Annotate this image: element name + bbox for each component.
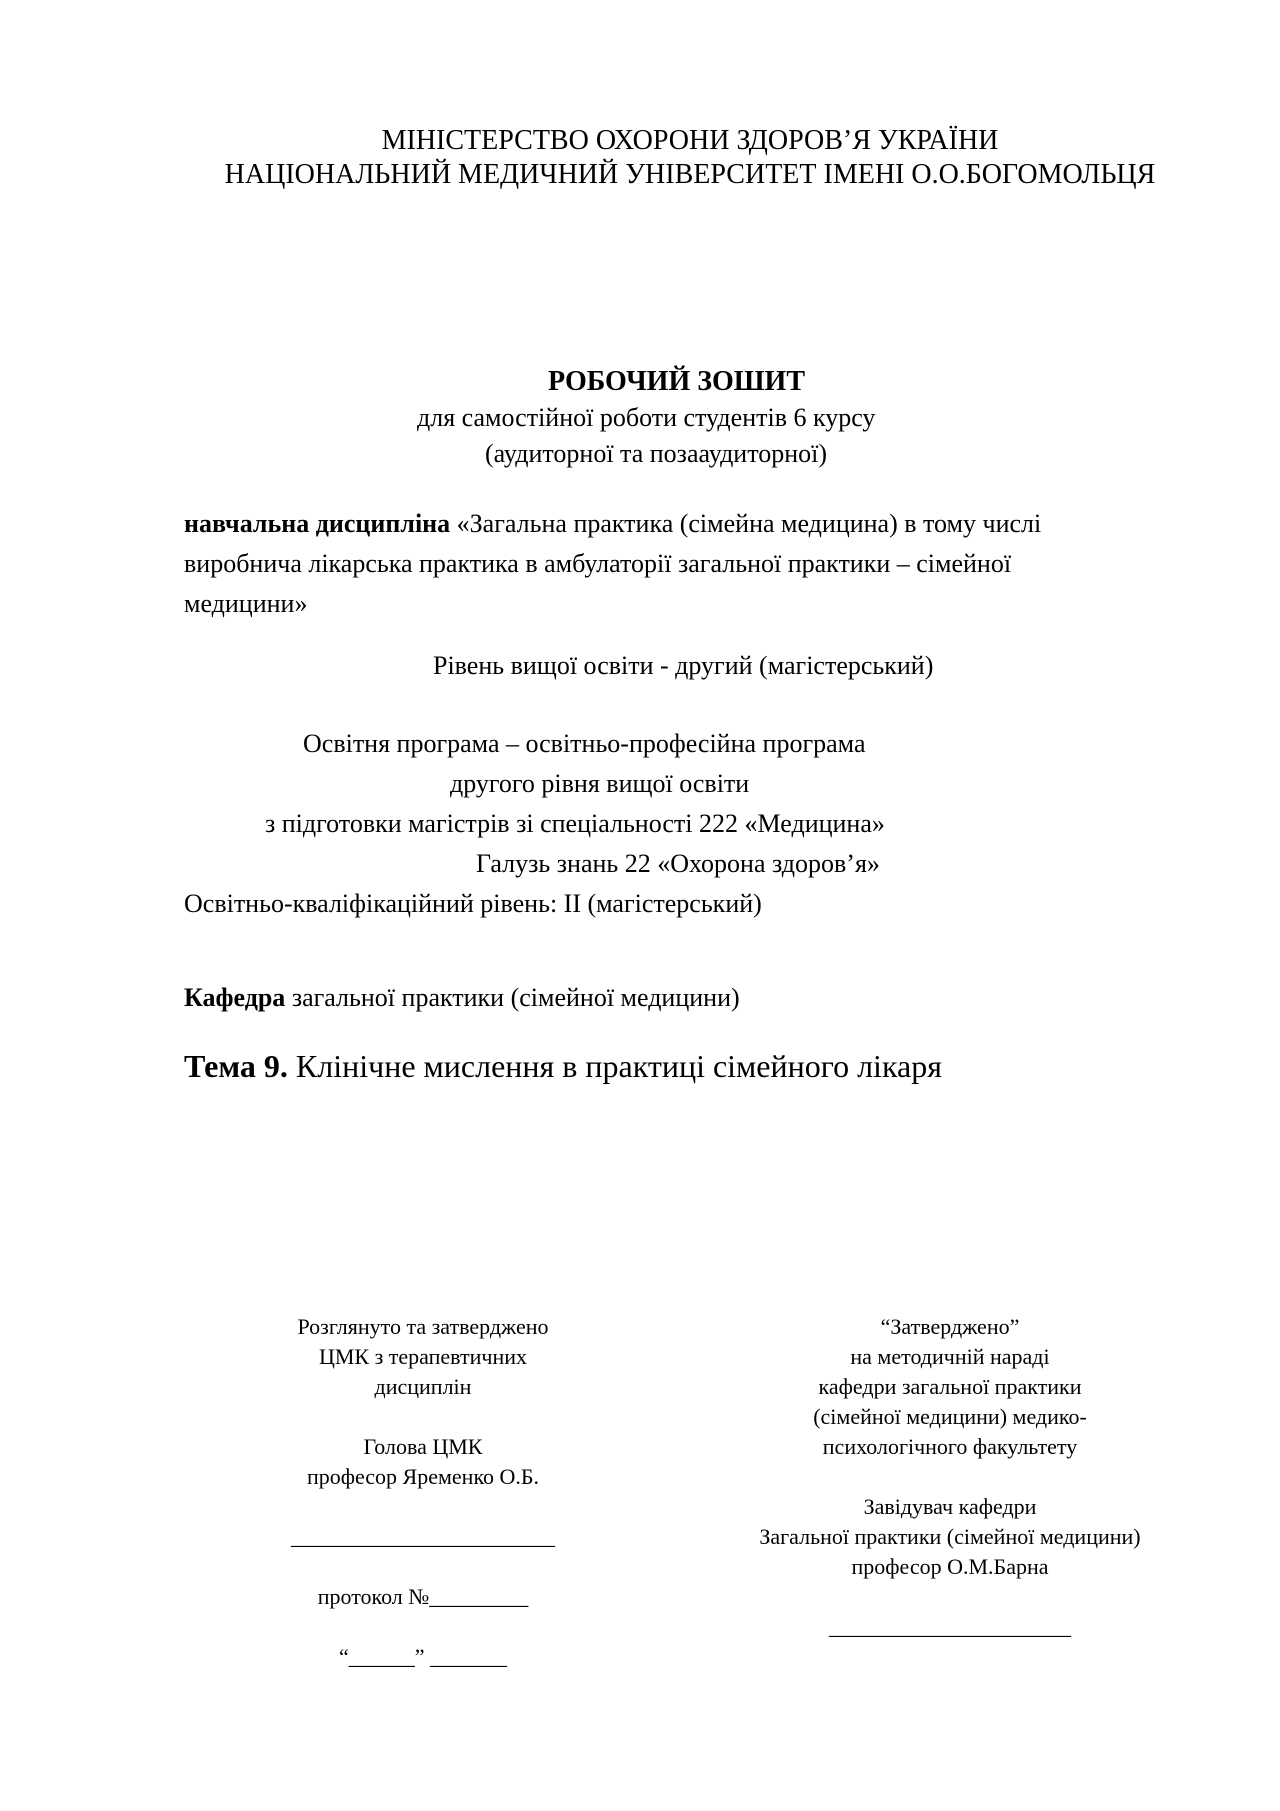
program-line2: другого рівня вищої освіти	[450, 769, 750, 798]
department-approval-block	[690, 1312, 1210, 1642]
university-name: НАЦІОНАЛЬНИЙ МЕДИЧНИЙ УНІВЕРСИТЕТ ІМЕНІ О.О.БОГОМОЛЬЦЯ	[224, 159, 1156, 190]
department-name: загальної практики (сімейної медицини)	[285, 983, 740, 1012]
protocol-date: “______” _______	[338, 1644, 508, 1669]
cmk-head-name: професор Яременко О.Б.	[306, 1464, 540, 1489]
protocol-number: протокол №_________	[317, 1584, 529, 1609]
workbook-title: РОБОЧИЙ ЗОШИТ	[548, 366, 805, 397]
education-level: Рівень вищої освіти - другий (магістерський)	[433, 651, 934, 680]
cmk-line1: Розглянуто та затверджено	[297, 1314, 549, 1339]
discipline-label: навчальна дисципліна	[184, 509, 451, 538]
program-line4: Галузь знань 22 «Охорона здоров’я»	[476, 849, 880, 878]
approval-line5: психологічного факультету	[822, 1434, 1078, 1459]
cmk-approval-block	[218, 1312, 628, 1672]
workbook-subtitle-line1: для самостійної роботи студентів 6 курсу	[417, 403, 876, 432]
topic-label: Тема 9.	[184, 1048, 288, 1084]
approval-line4: (сімейної медицини) медико-	[813, 1404, 1087, 1429]
ministry-name: МІНІСТЕРСТВО ОХОРОНИ ЗДОРОВ’Я УКРАЇНИ	[381, 125, 999, 156]
head-signature-line: ______________________	[829, 1614, 1071, 1639]
program-line1: Освітня програма – освітньо-професійна програма	[303, 729, 866, 758]
workbook-subtitle-line2: (аудиторної та позааудиторної)	[485, 439, 828, 468]
approval-line1: “Затверджено”	[880, 1314, 1020, 1339]
topic-line	[184, 1048, 942, 1085]
department-line	[184, 980, 740, 1016]
program-line5: Освітньо-кваліфікаційний рівень: ІІ (магістерський)	[184, 889, 762, 918]
cmk-signature-line: ________________________	[291, 1524, 555, 1549]
discipline-line3: медицини»	[184, 589, 308, 618]
cmk-head-title: Голова ЦМК	[363, 1434, 483, 1459]
discipline-line2: виробнича лікарська практика в амбулаторії загальної практики – сімейної	[184, 549, 1012, 578]
program-line3: з підготовки магістрів зі спеціальності 222 «Медицина»	[265, 809, 885, 838]
topic-name: Клінічне мислення в практиці сімейного лікаря	[287, 1048, 942, 1084]
head-of-department-name: професор О.М.Барна	[851, 1554, 1049, 1579]
approval-line3: кафедри загальної практики	[818, 1374, 1082, 1399]
discipline-line1	[184, 506, 1041, 542]
cmk-line3: дисциплін	[374, 1374, 472, 1399]
cmk-line2: ЦМК з терапевтичних	[318, 1344, 528, 1369]
department-label: Кафедра	[184, 983, 286, 1012]
approval-line2: на методичній нараді	[850, 1344, 1050, 1369]
head-of-department-title: Завідувач кафедри	[863, 1494, 1037, 1519]
head-of-department-dept: Загальної практики (сімейної медицини)	[759, 1524, 1141, 1549]
discipline-name-part1: «Загальна практика (сімейна медицина) в тому числі	[450, 509, 1042, 538]
